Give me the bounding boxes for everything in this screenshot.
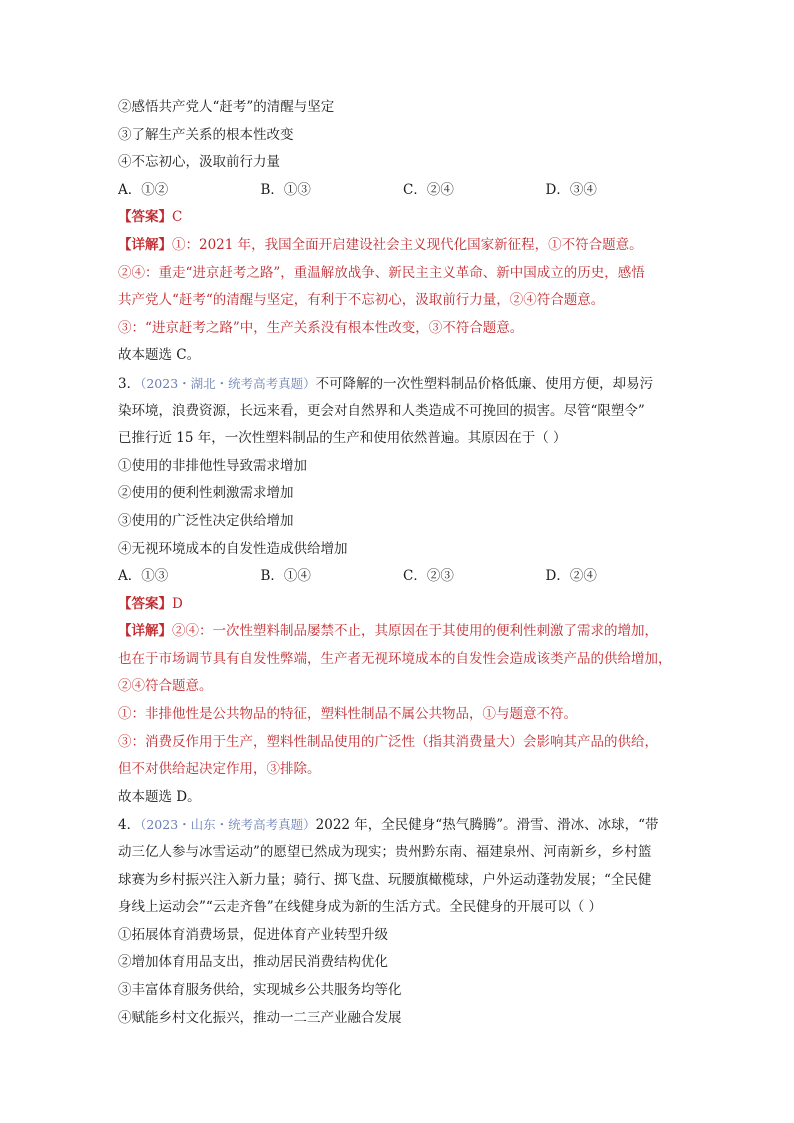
stem-text: 2022 年，全民健身“热气腾腾”。滑雪、滑冰、冰球，“带 — [315, 817, 659, 834]
choice-d: D．③④ — [545, 181, 597, 198]
q2-answer — [118, 204, 688, 232]
q3-detail-line: ①：非排他性是公共物品的特征，塑料性制品不属公共物品，①与题意不符。 — [118, 706, 577, 723]
q3-stem-line: 已推行近 15 年，一次性塑料制品的生产和使用依然普遍。其原因在于（ ） — [118, 430, 567, 447]
option-line: ④不忘初心，汲取前行力量 — [118, 154, 280, 171]
q3-conclusion: 故本题选 D。 — [118, 788, 201, 805]
option-line: ③使用的广泛性决定供给增加 — [118, 512, 294, 529]
option-line: ③丰富体育服务供给，实现城乡公共服务均等化 — [118, 982, 402, 998]
option-line: ④无视环境成本的自发性造成供给增加 — [118, 540, 348, 557]
q2-detail-line: ②④：重走“进京赶考之路”，重温解放战争、新民主主义革命、新中国成立的历史，感悟 — [118, 264, 645, 281]
detail-text: ②④：一次性塑料制品屡禁不止，其原因在于其使用的便利性刺激了需求的增加， — [172, 623, 658, 640]
q2-detail-line: ③：“进京赶考之路”中，生产关系没有根本性改变，③不符合题意。 — [118, 319, 524, 336]
option-line: ①拓展体育消费场景，促进体育产业转型升级 — [118, 926, 388, 943]
answer-tag: 【答案】 — [118, 209, 172, 226]
q3-detail-line: ③：消费反作用于生产，塑料性制品使用的广泛性（指其消费量大）会影响其产品的供给， — [118, 733, 658, 750]
answer-tag: 【答案】 — [118, 595, 172, 612]
choice-b: B．①③ — [260, 181, 311, 198]
detail-tag: 【详解】 — [118, 623, 172, 640]
exam-page — [118, 94, 688, 1032]
detail-text: ①：2021 年，我国全面开启建设社会主义现代化国家新征程，①不符合题意。 — [172, 236, 643, 253]
q4-stem-line: 动三亿人参与冰雪运动”的愿望已然成为现实；贵州黔东南、福建泉州、河南新乡，乡村篮 — [118, 844, 652, 861]
choice-a: A．①② — [118, 181, 169, 198]
q4-options — [118, 922, 688, 1032]
q2-detail-line: 共产党人“赶考“的清醒与坚定，有利于不忘初心，汲取前行力量，②④符合题意。 — [118, 292, 605, 309]
q3-detail-line: 但不对供给起决定作用，③排除。 — [118, 761, 321, 778]
option-line: ②感悟共产党人“赶考”的清醒与坚定 — [118, 99, 335, 115]
option-line: ③了解生产关系的根本性改变 — [118, 126, 294, 143]
choice-b: B．①④ — [260, 568, 311, 585]
q3-detail-line: ②④符合题意。 — [118, 678, 213, 695]
q2-conclusion: 故本题选 C。 — [118, 347, 201, 364]
option-line: ①使用的非排他性导致需求增加 — [118, 457, 307, 474]
q3-detail-line — [118, 618, 688, 646]
option-line: ②增加体育用品支出，推动居民消费结构优化 — [118, 954, 388, 971]
answer-value: D — [172, 595, 183, 612]
q3-answer — [118, 591, 688, 619]
stem-text: 不可降解的一次性塑料制品价格低廉、使用方便，却易污 — [315, 375, 654, 392]
q4-stem-line: 球赛为乡村振兴注入新力量；骑行、掷飞盘、玩腰旗橄榄球，户外运动蓬勃发展；“全民健 — [118, 871, 652, 888]
question-number: 4． — [118, 817, 141, 834]
q3-stem-line — [118, 370, 688, 398]
q2-detail-line — [118, 232, 688, 260]
question-number: 3． — [118, 375, 141, 392]
choice-c: C．②③ — [403, 568, 454, 585]
q2-options — [118, 94, 688, 177]
option-line: ④赋能乡村文化振兴，推动一二三产业融合发展 — [118, 1009, 402, 1026]
question-source: （2023・山东・统考高考真题） — [140, 817, 316, 833]
q3-options — [118, 453, 688, 563]
detail-tag: 【详解】 — [118, 236, 172, 253]
option-line: ②使用的便利性刺激需求增加 — [118, 485, 294, 502]
choice-a: A．①③ — [118, 568, 169, 585]
choice-c: C．②④ — [403, 181, 454, 198]
q3-choices — [118, 563, 688, 591]
q4-stem-line: 身线上运动会”“云走齐鲁”在线健身成为新的生活方式。全民健身的开展可以（ ） — [118, 899, 602, 916]
q2-choices — [118, 177, 688, 205]
answer-value: C — [172, 209, 183, 226]
q4-stem-line — [118, 811, 688, 839]
q3-detail-line: 也在于市场调节具有自发性弊端，生产者无视环境成本的自发性会造成该类产品的供给增加， — [118, 650, 672, 667]
question-source: （2023・湖北・统考高考真题） — [140, 375, 316, 391]
choice-d: D．②④ — [545, 568, 597, 585]
q3-stem-line: 染环境，浪费资源，长远来看，更会对自然界和人类造成不可挽回的损害。尽管“限塑令” — [118, 402, 645, 419]
